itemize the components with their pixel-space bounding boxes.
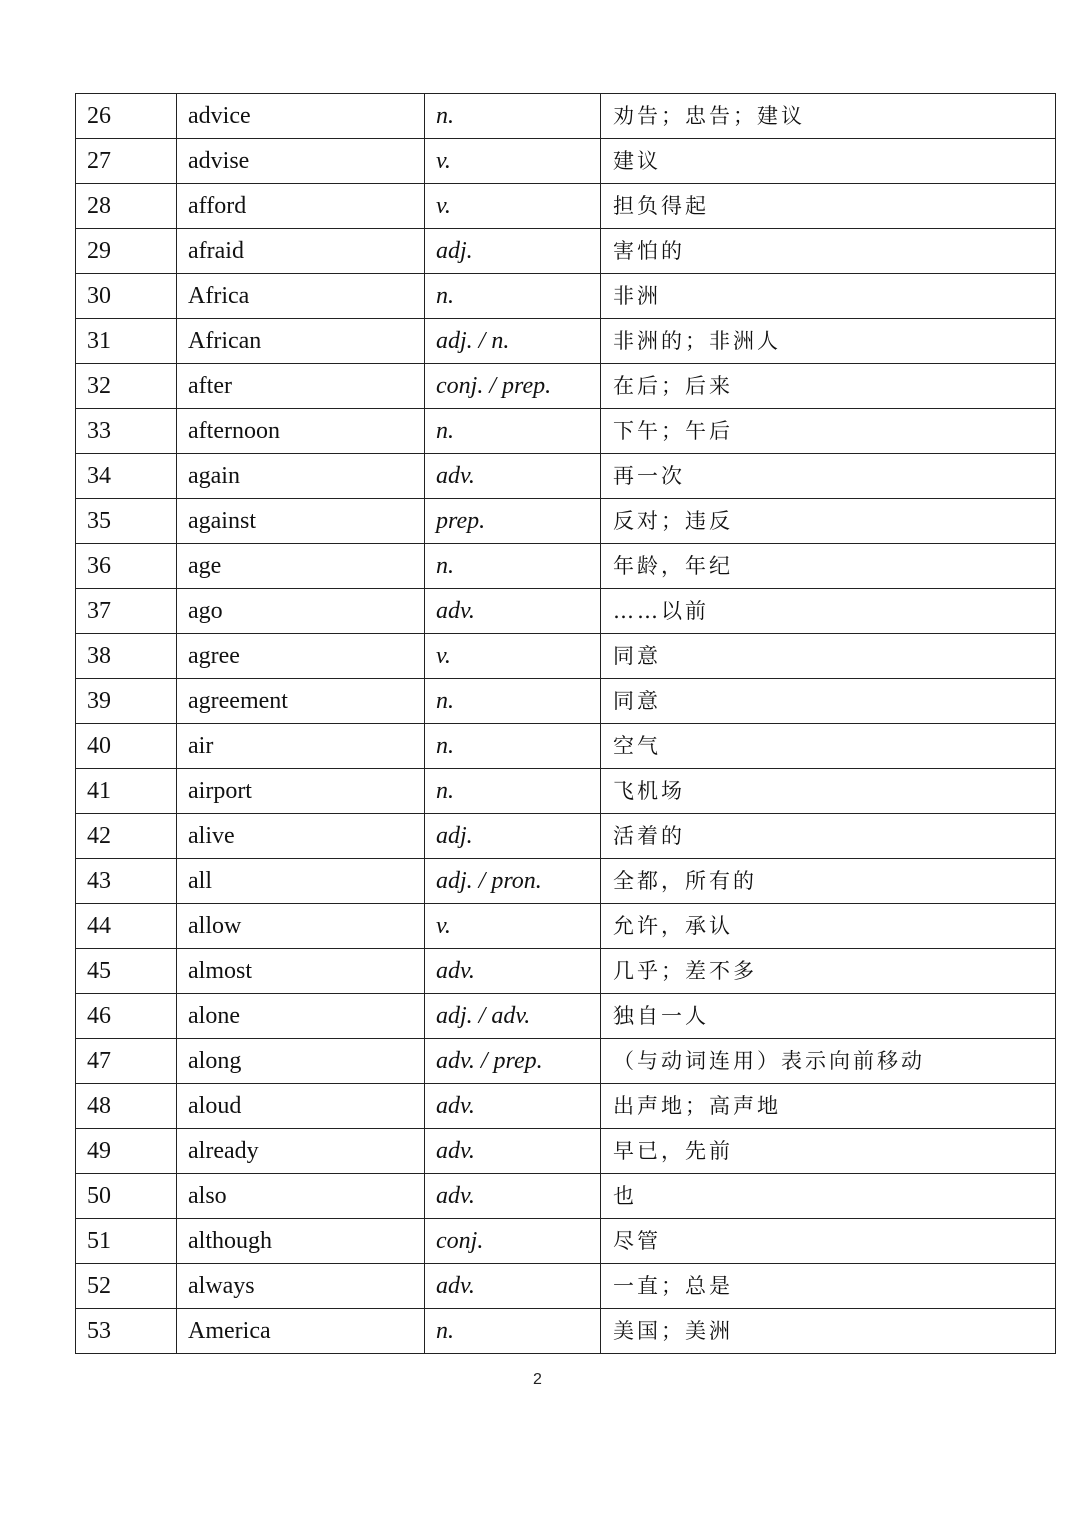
table-row [76,949,1056,994]
chinese-meaning: 飞机场 [601,769,1056,814]
word-number: 40 [76,724,177,769]
word-number: 29 [76,229,177,274]
part-of-speech: adj. / pron. [425,859,601,904]
english-word: advise [177,139,425,184]
chinese-meaning: 同意 [601,634,1056,679]
english-word: allow [177,904,425,949]
english-word: always [177,1264,425,1309]
page-number: 2 [533,1371,542,1388]
word-number: 30 [76,274,177,319]
part-of-speech: adv. [425,1174,601,1219]
table-row [76,769,1056,814]
part-of-speech: adv. [425,1264,601,1309]
table-row [76,1129,1056,1174]
word-number: 44 [76,904,177,949]
part-of-speech: v. [425,184,601,229]
word-number: 41 [76,769,177,814]
table-row [76,859,1056,904]
part-of-speech: conj. [425,1219,601,1264]
english-word: after [177,364,425,409]
table-row [76,1264,1056,1309]
part-of-speech: n. [425,724,601,769]
chinese-meaning: 年龄，年纪 [601,544,1056,589]
chinese-meaning: 在后；后来 [601,364,1056,409]
word-number: 52 [76,1264,177,1309]
word-number: 53 [76,1309,177,1354]
english-word: agreement [177,679,425,724]
word-number: 32 [76,364,177,409]
part-of-speech: adv. [425,454,601,499]
part-of-speech: v. [425,634,601,679]
part-of-speech: n. [425,544,601,589]
part-of-speech: adv. [425,589,601,634]
english-word: Africa [177,274,425,319]
part-of-speech: adv. [425,1084,601,1129]
table-row [76,454,1056,499]
english-word: age [177,544,425,589]
english-word: again [177,454,425,499]
table-row [76,319,1056,364]
chinese-meaning: 劝告；忠告；建议 [601,94,1056,139]
english-word: already [177,1129,425,1174]
english-word: afford [177,184,425,229]
chinese-meaning: 害怕的 [601,229,1056,274]
english-word: America [177,1309,425,1354]
chinese-meaning: 建议 [601,139,1056,184]
english-word: African [177,319,425,364]
word-number: 47 [76,1039,177,1084]
word-number: 38 [76,634,177,679]
english-word: against [177,499,425,544]
chinese-meaning: 美国；美洲 [601,1309,1056,1354]
chinese-meaning: 全都，所有的 [601,859,1056,904]
chinese-meaning: 下午；午后 [601,409,1056,454]
table-row [76,274,1056,319]
english-word: all [177,859,425,904]
chinese-meaning: 担负得起 [601,184,1056,229]
english-word: aloud [177,1084,425,1129]
word-number: 42 [76,814,177,859]
part-of-speech: adj. / n. [425,319,601,364]
table-row [76,904,1056,949]
word-number: 48 [76,1084,177,1129]
part-of-speech: v. [425,139,601,184]
english-word: advice [177,94,425,139]
vocabulary-table-body [76,94,1056,1354]
table-row [76,409,1056,454]
part-of-speech: n. [425,94,601,139]
word-number: 49 [76,1129,177,1174]
english-word: afternoon [177,409,425,454]
table-row [76,229,1056,274]
vocabulary-table [75,93,1056,1354]
chinese-meaning: 非洲的；非洲人 [601,319,1056,364]
chinese-meaning: 独自一人 [601,994,1056,1039]
chinese-meaning: 几乎；差不多 [601,949,1056,994]
part-of-speech: adv. [425,949,601,994]
part-of-speech: v. [425,904,601,949]
word-number: 28 [76,184,177,229]
part-of-speech: adj. [425,229,601,274]
chinese-meaning: 再一次 [601,454,1056,499]
table-row [76,1039,1056,1084]
chinese-meaning: 也 [601,1174,1056,1219]
table-row [76,1084,1056,1129]
table-row [76,364,1056,409]
english-word: alive [177,814,425,859]
english-word: afraid [177,229,425,274]
chinese-meaning: （与动词连用）表示向前移动 [601,1039,1056,1084]
english-word: along [177,1039,425,1084]
english-word: air [177,724,425,769]
word-number: 35 [76,499,177,544]
table-row [76,184,1056,229]
english-word: ago [177,589,425,634]
part-of-speech: n. [425,274,601,319]
word-number: 50 [76,1174,177,1219]
chinese-meaning: ……以前 [601,589,1056,634]
word-number: 51 [76,1219,177,1264]
table-row [76,94,1056,139]
chinese-meaning: 反对；违反 [601,499,1056,544]
part-of-speech: conj. / prep. [425,364,601,409]
word-number: 34 [76,454,177,499]
part-of-speech: adj. / adv. [425,994,601,1039]
word-number: 39 [76,679,177,724]
table-row [76,1174,1056,1219]
word-number: 45 [76,949,177,994]
table-row [76,589,1056,634]
chinese-meaning: 尽管 [601,1219,1056,1264]
english-word: almost [177,949,425,994]
table-row [76,499,1056,544]
chinese-meaning: 同意 [601,679,1056,724]
chinese-meaning: 非洲 [601,274,1056,319]
table-row [76,724,1056,769]
english-word: also [177,1174,425,1219]
part-of-speech: adv. [425,1129,601,1174]
part-of-speech: n. [425,409,601,454]
english-word: although [177,1219,425,1264]
chinese-meaning: 活着的 [601,814,1056,859]
table-row [76,814,1056,859]
table-row [76,1309,1056,1354]
word-number: 27 [76,139,177,184]
table-row [76,544,1056,589]
english-word: agree [177,634,425,679]
part-of-speech: n. [425,1309,601,1354]
table-row [76,679,1056,724]
word-number: 33 [76,409,177,454]
table-row [76,1219,1056,1264]
english-word: alone [177,994,425,1039]
part-of-speech: prep. [425,499,601,544]
english-word: airport [177,769,425,814]
chinese-meaning: 一直；总是 [601,1264,1056,1309]
chinese-meaning: 早已，先前 [601,1129,1056,1174]
part-of-speech: adv. / prep. [425,1039,601,1084]
table-row [76,139,1056,184]
word-number: 37 [76,589,177,634]
part-of-speech: n. [425,679,601,724]
table-row [76,994,1056,1039]
chinese-meaning: 空气 [601,724,1056,769]
chinese-meaning: 允许，承认 [601,904,1056,949]
word-number: 43 [76,859,177,904]
table-row [76,634,1056,679]
word-number: 31 [76,319,177,364]
word-number: 26 [76,94,177,139]
word-number: 36 [76,544,177,589]
part-of-speech: adj. [425,814,601,859]
chinese-meaning: 出声地；高声地 [601,1084,1056,1129]
word-number: 46 [76,994,177,1039]
part-of-speech: n. [425,769,601,814]
